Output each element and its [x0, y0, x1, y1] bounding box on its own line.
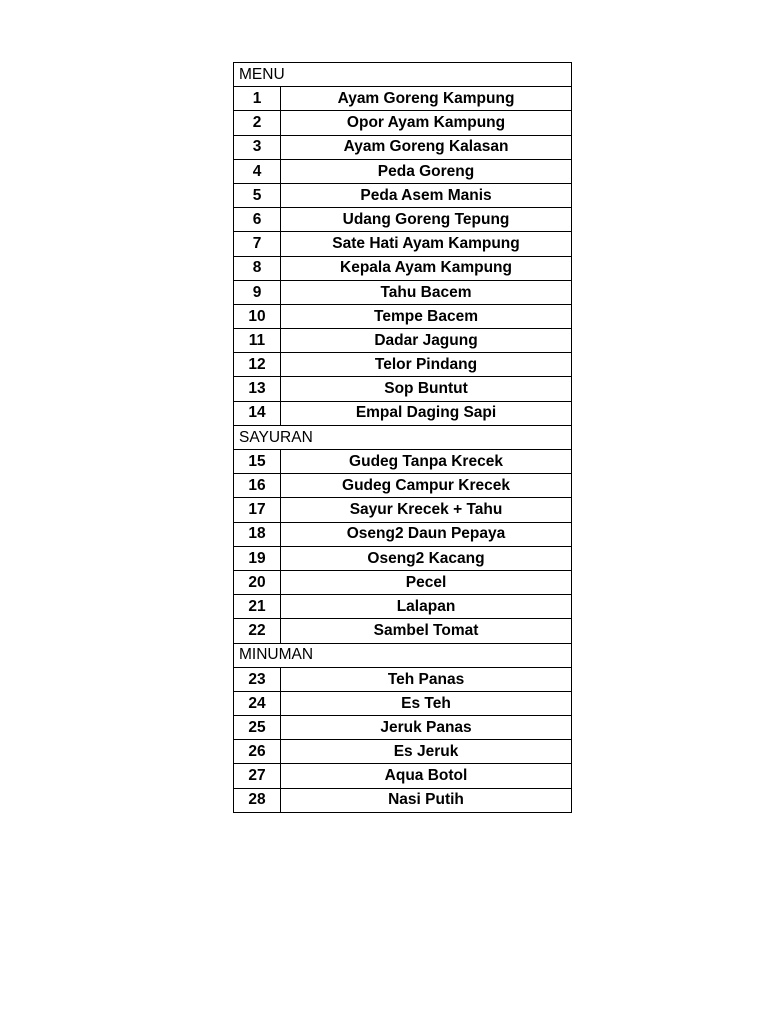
table-row: [234, 691, 572, 715]
table-row: [234, 377, 572, 401]
item-name: Sayur Krecek + Tahu: [281, 498, 572, 522]
item-number: 16: [234, 474, 281, 498]
table-row: [234, 87, 572, 111]
table-row: [234, 353, 572, 377]
section-title: SAYURAN: [234, 425, 572, 449]
table-row: [234, 159, 572, 183]
menu-table-body: [234, 63, 572, 813]
item-number: 24: [234, 691, 281, 715]
table-row: [234, 740, 572, 764]
item-number: 12: [234, 353, 281, 377]
item-number: 17: [234, 498, 281, 522]
item-name: Peda Asem Manis: [281, 183, 572, 207]
item-number: 10: [234, 304, 281, 328]
table-row: [234, 595, 572, 619]
item-number: 19: [234, 546, 281, 570]
item-name: Peda Goreng: [281, 159, 572, 183]
menu-table: [233, 62, 572, 813]
table-row: [234, 716, 572, 740]
item-number: 26: [234, 740, 281, 764]
item-name: Gudeg Campur Krecek: [281, 474, 572, 498]
table-row: [234, 208, 572, 232]
table-row: [234, 135, 572, 159]
item-number: 28: [234, 788, 281, 812]
table-row: [234, 570, 572, 594]
item-name: Opor Ayam Kampung: [281, 111, 572, 135]
item-name: Es Jeruk: [281, 740, 572, 764]
item-name: Tahu Bacem: [281, 280, 572, 304]
table-row: [234, 474, 572, 498]
table-row: [234, 667, 572, 691]
table-row: [234, 304, 572, 328]
item-name: Pecel: [281, 570, 572, 594]
item-name: Ayam Goreng Kampung: [281, 87, 572, 111]
item-name: Sate Hati Ayam Kampung: [281, 232, 572, 256]
item-name: Sop Buntut: [281, 377, 572, 401]
table-row: [234, 329, 572, 353]
item-number: 5: [234, 183, 281, 207]
section-title: MINUMAN: [234, 643, 572, 667]
section-header-row: [234, 63, 572, 87]
table-row: [234, 280, 572, 304]
item-name: Teh Panas: [281, 667, 572, 691]
table-row: [234, 764, 572, 788]
item-number: 13: [234, 377, 281, 401]
table-row: [234, 183, 572, 207]
item-number: 1: [234, 87, 281, 111]
item-number: 8: [234, 256, 281, 280]
item-number: 18: [234, 522, 281, 546]
item-number: 9: [234, 280, 281, 304]
item-number: 25: [234, 716, 281, 740]
item-number: 23: [234, 667, 281, 691]
item-name: Kepala Ayam Kampung: [281, 256, 572, 280]
table-row: [234, 111, 572, 135]
item-number: 6: [234, 208, 281, 232]
table-row: [234, 546, 572, 570]
table-row: [234, 256, 572, 280]
section-header-row: [234, 425, 572, 449]
item-name: Aqua Botol: [281, 764, 572, 788]
item-name: Es Teh: [281, 691, 572, 715]
item-number: 4: [234, 159, 281, 183]
item-name: Gudeg Tanpa Krecek: [281, 450, 572, 474]
item-number: 2: [234, 111, 281, 135]
item-number: 22: [234, 619, 281, 643]
item-number: 3: [234, 135, 281, 159]
item-number: 15: [234, 450, 281, 474]
item-name: Telor Pindang: [281, 353, 572, 377]
item-name: Udang Goreng Tepung: [281, 208, 572, 232]
table-row: [234, 498, 572, 522]
item-name: Oseng2 Kacang: [281, 546, 572, 570]
item-name: Oseng2 Daun Pepaya: [281, 522, 572, 546]
table-row: [234, 522, 572, 546]
item-name: Ayam Goreng Kalasan: [281, 135, 572, 159]
item-name: Nasi Putih: [281, 788, 572, 812]
item-name: Empal Daging Sapi: [281, 401, 572, 425]
item-name: Tempe Bacem: [281, 304, 572, 328]
item-name: Lalapan: [281, 595, 572, 619]
table-row: [234, 450, 572, 474]
item-number: 27: [234, 764, 281, 788]
item-number: 21: [234, 595, 281, 619]
item-name: Sambel Tomat: [281, 619, 572, 643]
item-number: 11: [234, 329, 281, 353]
table-row: [234, 232, 572, 256]
section-header-row: [234, 643, 572, 667]
table-row: [234, 619, 572, 643]
item-number: 7: [234, 232, 281, 256]
item-number: 20: [234, 570, 281, 594]
table-row: [234, 401, 572, 425]
table-row: [234, 788, 572, 812]
item-name: Jeruk Panas: [281, 716, 572, 740]
section-title: MENU: [234, 63, 572, 87]
item-number: 14: [234, 401, 281, 425]
item-name: Dadar Jagung: [281, 329, 572, 353]
